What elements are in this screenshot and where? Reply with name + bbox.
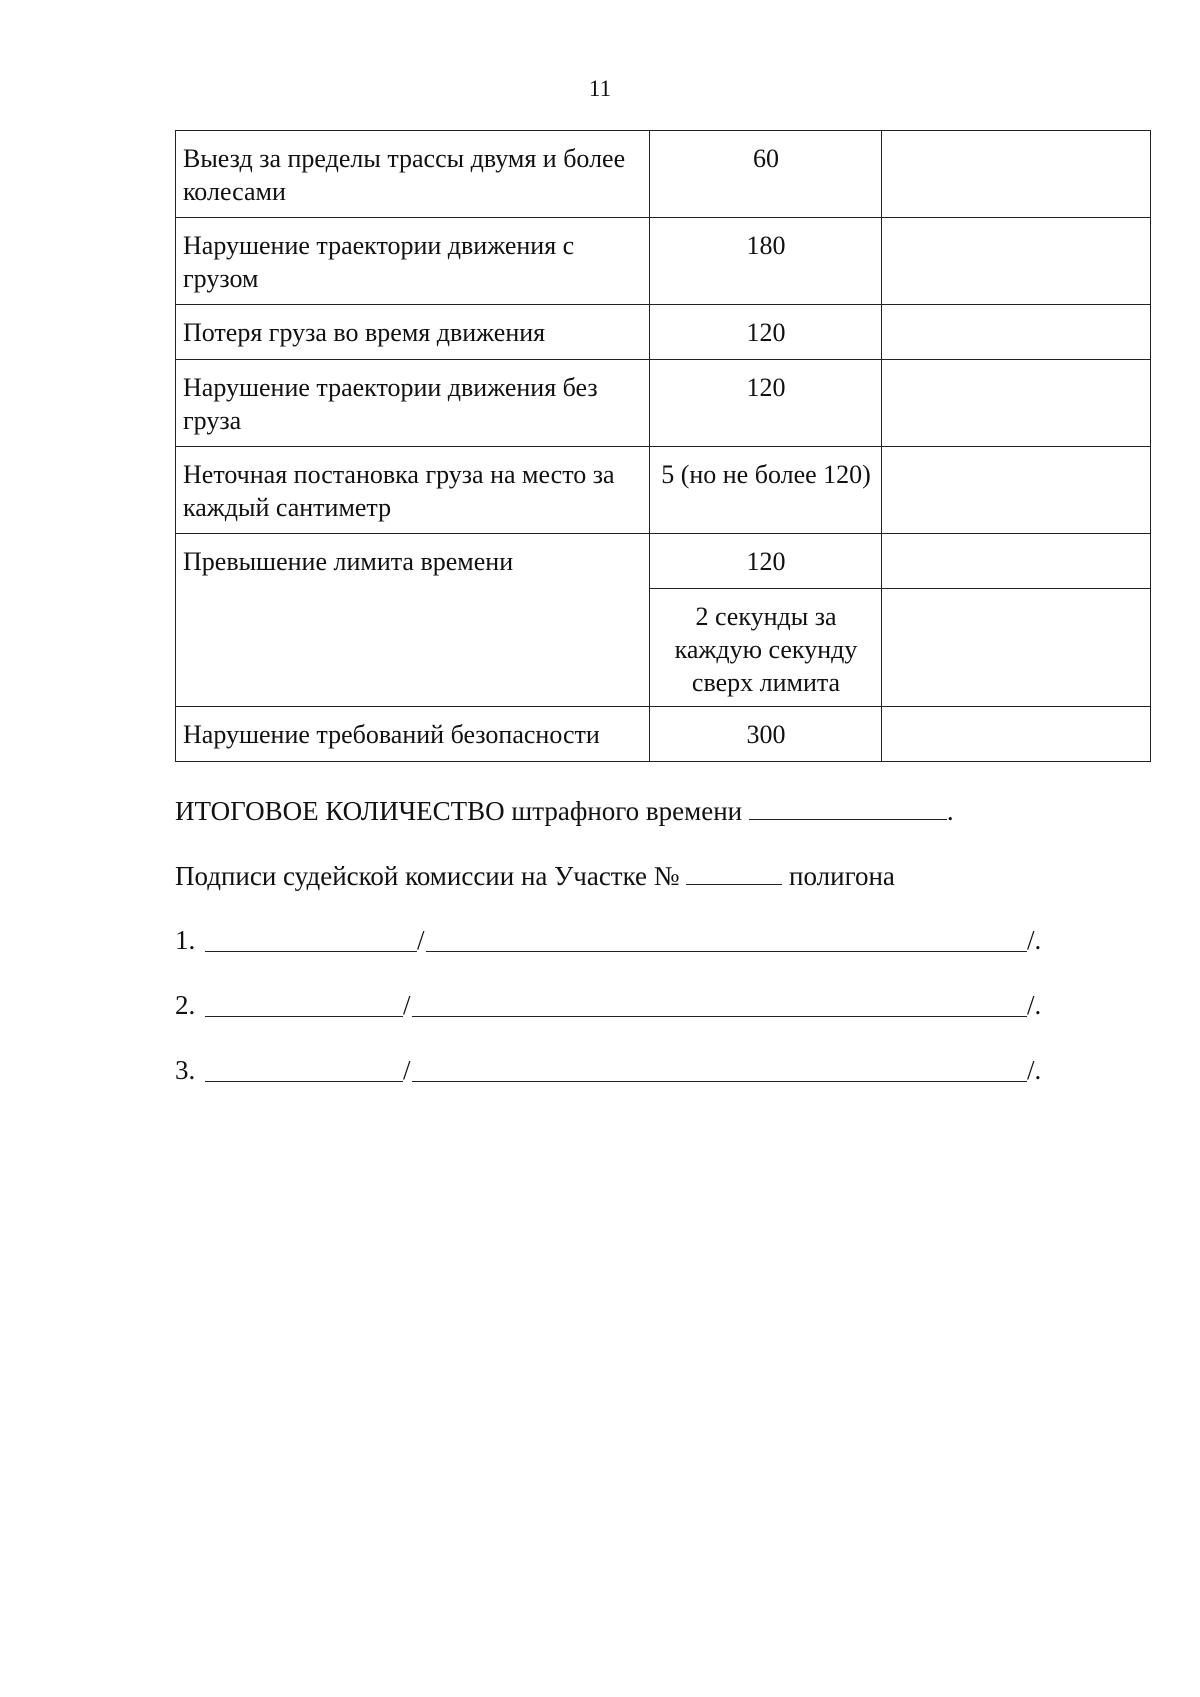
table-row xyxy=(176,447,1151,534)
row-description: Нарушение требований безопасности xyxy=(176,707,650,762)
section-number-blank[interactable] xyxy=(686,862,782,885)
signature-end: /. xyxy=(1027,990,1042,1020)
signature-blank[interactable] xyxy=(205,1081,403,1082)
row-points: 60 xyxy=(650,131,882,218)
signatures-label: Подписи судейской комиссии на Участке № xyxy=(175,861,680,891)
row-description: Потеря груза во время движения xyxy=(176,305,650,360)
name-blank[interactable] xyxy=(412,1016,1027,1017)
row-description: Превышение лимита времени xyxy=(176,534,650,707)
row-blank xyxy=(882,589,1151,707)
row-description: Выезд за пределы трассы двумя и более колесами xyxy=(176,131,650,218)
row-blank xyxy=(882,360,1151,447)
table-row xyxy=(176,305,1151,360)
row-points: 120 xyxy=(650,534,882,589)
row-points: 120 xyxy=(650,305,882,360)
signature-line-2[interactable] xyxy=(175,990,1055,1024)
signature-line-3[interactable] xyxy=(175,1055,1055,1089)
signature-number: 2. xyxy=(175,990,196,1020)
table-row xyxy=(176,707,1151,762)
name-blank[interactable] xyxy=(426,951,1027,952)
penalty-table xyxy=(175,130,1151,762)
name-blank[interactable] xyxy=(412,1081,1027,1082)
total-blank[interactable] xyxy=(749,797,947,820)
signature-slash: / xyxy=(403,990,411,1020)
total-penalty-line xyxy=(175,796,954,827)
row-blank xyxy=(882,305,1151,360)
row-description: Неточная постановка груза на место за каждый сантиметр xyxy=(176,447,650,534)
row-blank xyxy=(882,131,1151,218)
table-row xyxy=(176,360,1151,447)
row-points-extra: 2 секунды за каждую секунду сверх лимита xyxy=(650,589,882,707)
total-end: . xyxy=(946,796,954,826)
row-points: 5 (но не более 120) xyxy=(650,447,882,534)
table-row xyxy=(176,534,1151,589)
page-number: 11 xyxy=(588,76,612,101)
signature-end: /. xyxy=(1027,925,1042,955)
table-row xyxy=(176,131,1151,218)
table-row xyxy=(176,218,1151,305)
signatures-suffix: полигона xyxy=(789,861,895,891)
signature-slash: / xyxy=(417,925,425,955)
signature-number: 3. xyxy=(175,1055,196,1085)
row-description: Нарушение траектории движения без груза xyxy=(176,360,650,447)
total-label: ИТОГОВОЕ КОЛИЧЕСТВО штрафного времени xyxy=(175,796,743,826)
row-blank xyxy=(882,447,1151,534)
signature-end: /. xyxy=(1027,1055,1042,1085)
row-blank xyxy=(882,534,1151,589)
row-description: Нарушение траектории движения с грузом xyxy=(176,218,650,305)
row-blank xyxy=(882,707,1151,762)
signatures-heading xyxy=(175,861,895,892)
row-points: 120 xyxy=(650,360,882,447)
row-blank xyxy=(882,218,1151,305)
row-points: 300 xyxy=(650,707,882,762)
signature-blank[interactable] xyxy=(205,1016,403,1017)
row-points: 180 xyxy=(650,218,882,305)
signature-blank[interactable] xyxy=(205,951,417,952)
signature-slash: / xyxy=(403,1055,411,1085)
signature-number: 1. xyxy=(175,925,196,955)
signature-line-1[interactable] xyxy=(175,925,1055,959)
